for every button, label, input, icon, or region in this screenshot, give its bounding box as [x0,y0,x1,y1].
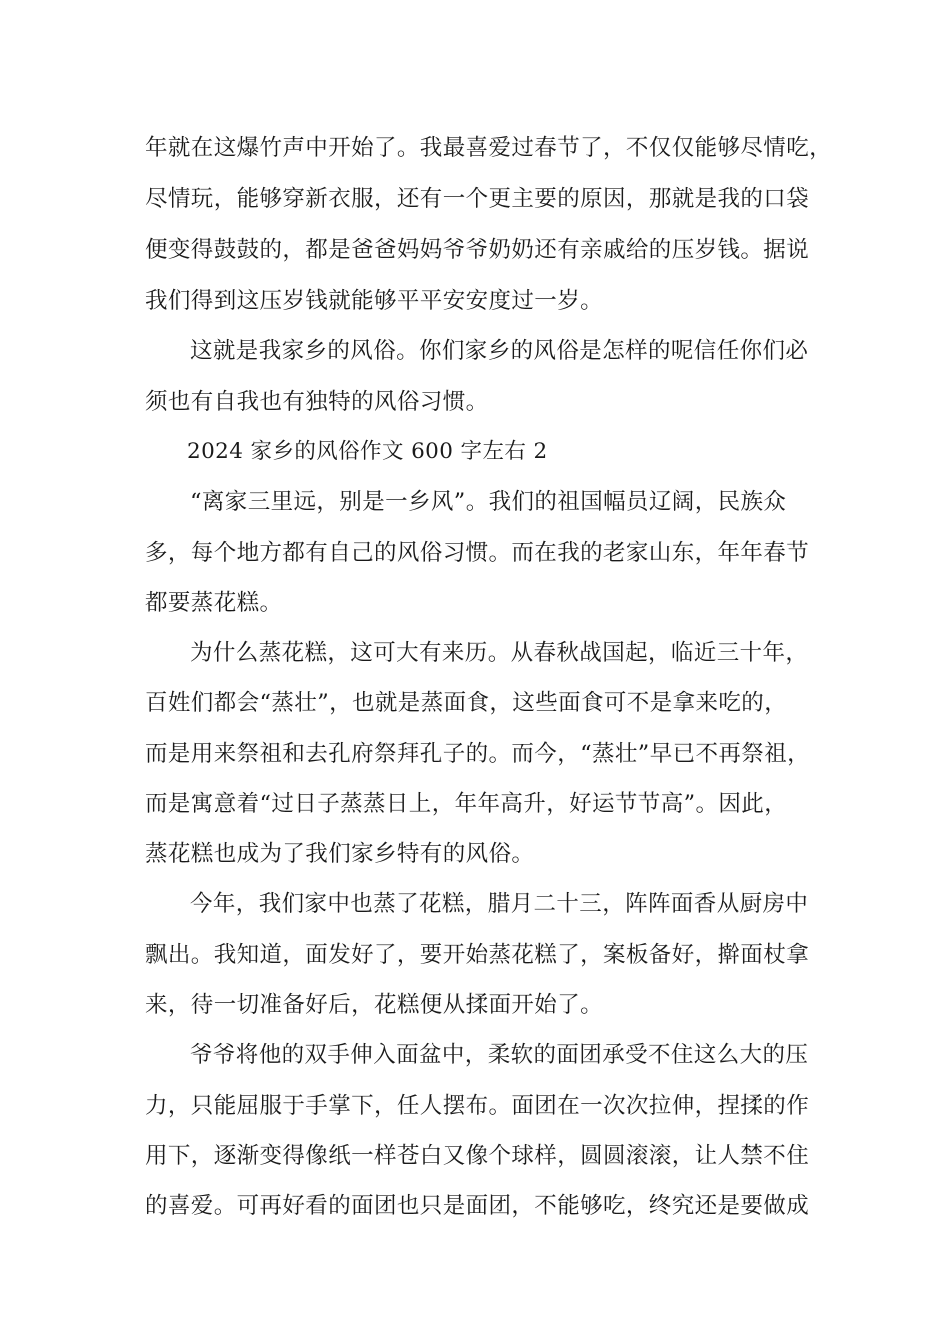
paragraph-3-line-1: “离家三里远，别是一乡风”。我们的祖国幅员辽阔，民族众 [190,489,787,515]
paragraph-1-line-4: 我们得到这压岁钱就能够平平安安度过一岁。 [145,288,604,314]
paragraph-5-line-2: 飘出。我知道，面发好了，要开始蒸花糕了，案板备好，擀面杖拿 [145,942,810,968]
paragraph-1-line-1: 年就在这爆竹声中开始了。我最喜爱过春节了，不仅仅能够尽情吃， [145,135,833,161]
paragraph-6-line-1: 爷爷将他的双手伸入面盆中，柔软的面团承受不住这么大的压 [190,1042,809,1068]
paragraph-4-line-3: 而是用来祭祖和去孔府祭拜孔子的。而今，“蒸壮”早已不再祭祖， [145,741,811,767]
paragraph-3-line-2: 多，每个地方都有自己的风俗习惯。而在我的老家山东，年年春节 [145,540,810,566]
paragraph-5-line-1: 今年，我们家中也蒸了花糕，腊月二十三，阵阵面香从厨房中 [190,891,809,917]
essay-heading: 2024 家乡的风俗作文 600 字左右 2 [187,439,548,464]
paragraph-4-line-1: 为什么蒸花糕，这可大有来历。从春秋战国起，临近三十年， [190,640,809,666]
paragraph-2-line-2: 须也有自我也有独特的风俗习惯。 [145,389,489,415]
paragraph-2-line-1: 这就是我家乡的风俗。你们家乡的风俗是怎样的呢信任你们必 [190,338,809,364]
paragraph-4-line-2: 百姓们都会“蒸壮”，也就是蒸面食，这些面食可不是拿来吃的， [145,690,788,716]
paragraph-3-line-3: 都要蒸花糕。 [145,590,283,616]
paragraph-4-line-4: 而是寓意着“过日子蒸蒸日上，年年高升，好运节节高”。因此， [145,791,788,817]
paragraph-4-line-5: 蒸花糕也成为了我们家乡特有的风俗。 [145,841,535,867]
paragraph-5-line-3: 来，待一切准备好后，花糕便从揉面开始了。 [145,992,604,1018]
paragraph-6-line-3: 用下，逐渐变得像纸一样苍白又像个球样，圆圆滚滚，让人禁不住 [145,1143,810,1169]
paragraph-6-line-2: 力，只能屈服于手掌下，任人摆布。面团在一次次拉伸，捏揉的作 [145,1093,810,1119]
paragraph-1-line-2: 尽情玩，能够穿新衣服，还有一个更主要的原因，那就是我的口袋 [145,186,810,212]
paragraph-6-line-4: 的喜爱。可再好看的面团也只是面团，不能够吃，终究还是要做成 [145,1193,810,1219]
paragraph-1-line-3: 便变得鼓鼓的，都是爸爸妈妈爷爷奶奶还有亲戚给的压岁钱。据说 [145,237,810,263]
